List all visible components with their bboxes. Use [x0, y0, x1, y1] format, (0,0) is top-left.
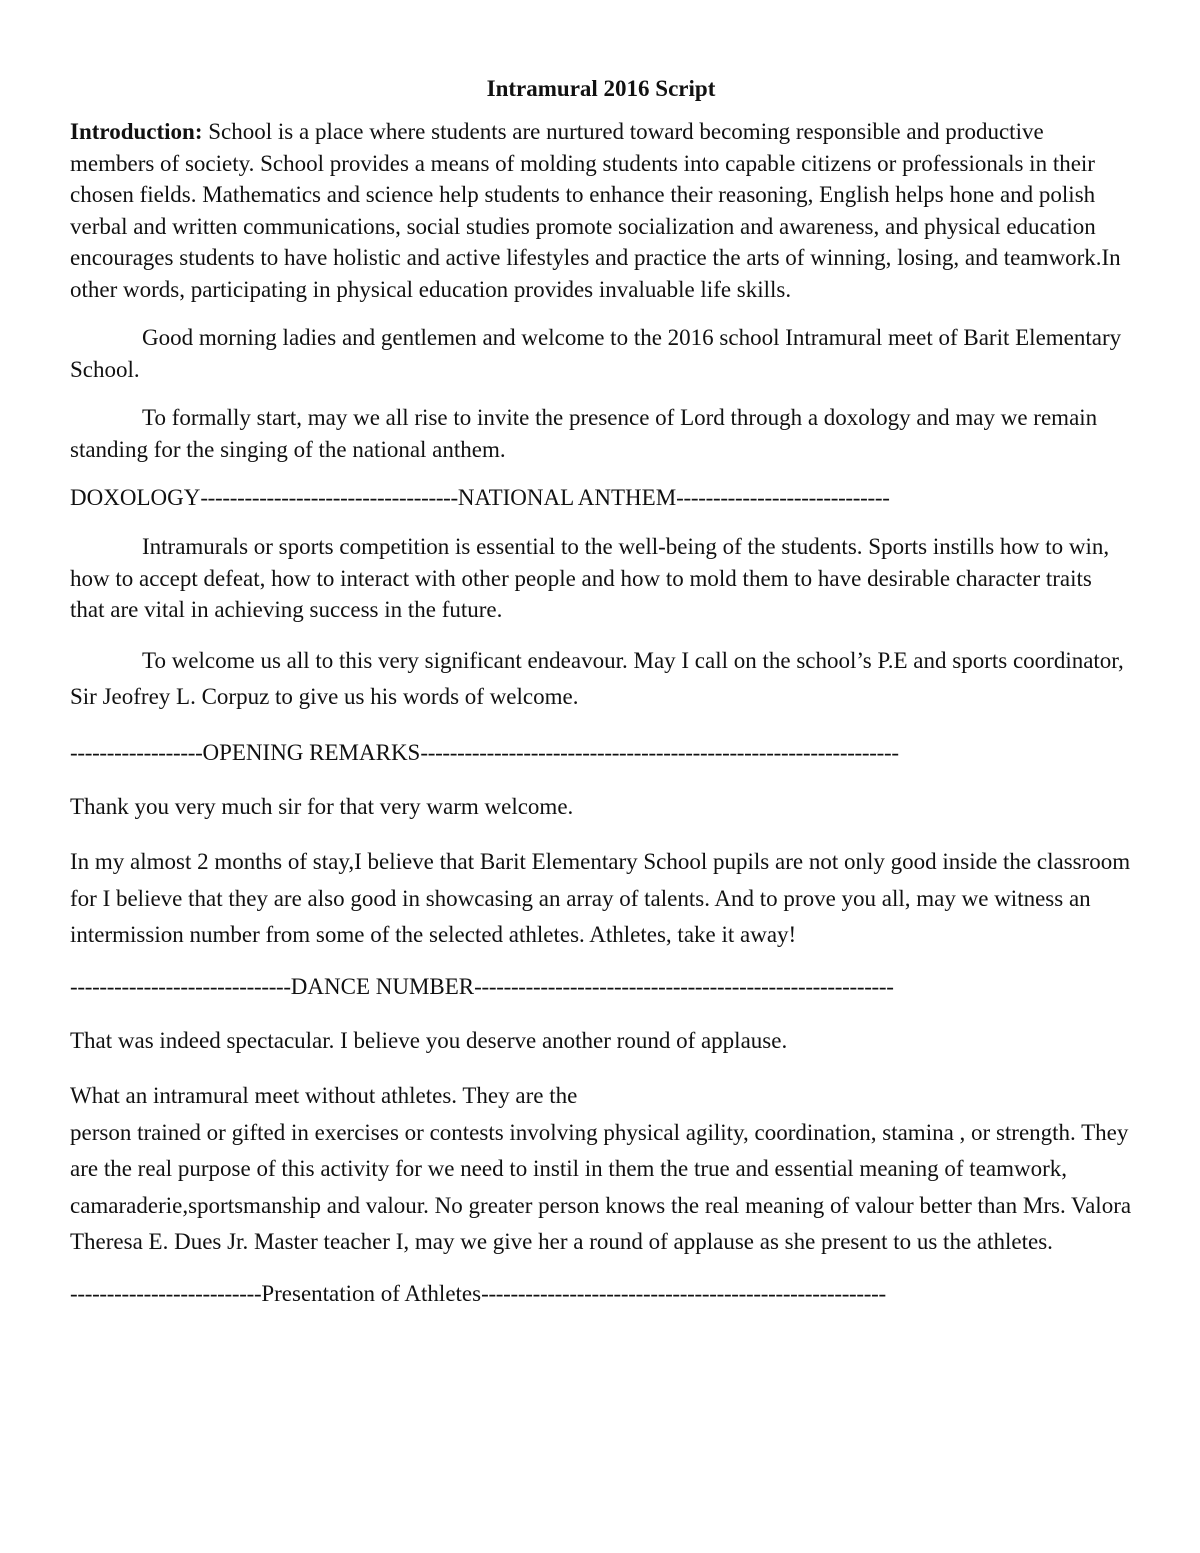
formal-start-paragraph: To formally start, may we all rise to invite the presence of Lord through a doxology and may we remain standing for the singing of the national anthem.	[70, 405, 1098, 462]
divider-dashes: ------------------------------	[70, 973, 291, 999]
introduction-label: Introduction:	[70, 119, 203, 144]
greeting-paragraph: Good morning ladies and gentlemen and welcome to the 2016 school Intramural meet of Barit Elementary School.	[70, 325, 1122, 382]
presentation-of-athletes-divider	[70, 1278, 1132, 1310]
athletes-first-line: What an intramural meet without athletes. They are the	[70, 1083, 578, 1108]
introduction-text: School is a place where students are nurtured toward becoming responsible and productive members of society. School provides a means of molding students into capable citizens or professionals in their chosen fields. Mathematics and science help students to enhance their reasoning, English helps hone and polish verbal and written communications, social studies promote socialization and awareness, and physical education encourages students to have holistic and active lifestyles and practice the arts of winning, losing, and teamwork.In other words, participating in physical education provides invaluable life skills.	[70, 119, 1121, 302]
athletes-paragraph	[70, 1078, 1132, 1261]
dance-number-divider	[70, 971, 1132, 1003]
introduction-paragraph	[70, 116, 1132, 305]
divider-dashes: -----------------------------	[676, 485, 890, 510]
doxology-anthem-divider	[70, 482, 1132, 514]
spectacular-paragraph: That was indeed spectacular. I believe you deserve another round of applause.	[70, 1027, 788, 1053]
doxology-label: DOXOLOGY	[70, 485, 201, 510]
divider-dashes: -----------------------------------	[200, 485, 458, 510]
national-anthem-label: NATIONAL ANTHEM	[457, 485, 677, 510]
welcome-call-paragraph: To welcome us all to this very significant endeavour. May I call on the school’s P.E and sports coordinator, Sir Jeofrey L. Corpuz to give us his words of welcome.	[70, 647, 1124, 709]
opening-remarks-divider	[70, 737, 1132, 769]
athletes-body: person trained or gifted in exercises or contests involving physical agility, coordination, stamina , or strength. They are the real purpose of this activity for we need to instil in them the true and essential meaning of teamwork, camaraderie,sportsmanship and valour. No greater person knows the real meaning of valour better than Mrs. Valora Theresa E. Dues Jr. Master teacher I, may we give her a round of applause as she present to us the athletes.	[70, 1119, 1132, 1254]
divider-dashes: ------------------	[70, 739, 203, 765]
thanks-paragraph: Thank you very much sir for that very warm welcome.	[70, 793, 574, 819]
divider-dashes: -------------------------------------------------------	[481, 1280, 886, 1306]
divider-dashes: ---------------------------------------------------------	[474, 973, 894, 999]
document-title: Intramural 2016 Script	[486, 76, 716, 101]
document-page	[70, 70, 1132, 1327]
divider-dashes: -----------------------------------------------------------------	[420, 739, 899, 765]
presentation-label: Presentation of Athletes	[261, 1280, 482, 1306]
dance-number-label: DANCE NUMBER	[290, 973, 475, 999]
opening-remarks-label: OPENING REMARKS	[202, 739, 421, 765]
intramurals-paragraph: Intramurals or sports competition is essential to the well-being of the students. Sports instills how to win, how to accept defeat, how to interact with other people and how to mold them to have desirable character traits that are vital in achieving success in the future.	[70, 534, 1110, 622]
divider-dashes: --------------------------	[70, 1280, 262, 1306]
stay-paragraph: In my almost 2 months of stay,I believe that Barit Elementary School pupils are not only good inside the classroom for I believe that they are also good in showcasing an array of talents. And to prove you all, may we witness an intermission number from some of the selected athletes. Athletes, take it away!	[70, 849, 1131, 947]
